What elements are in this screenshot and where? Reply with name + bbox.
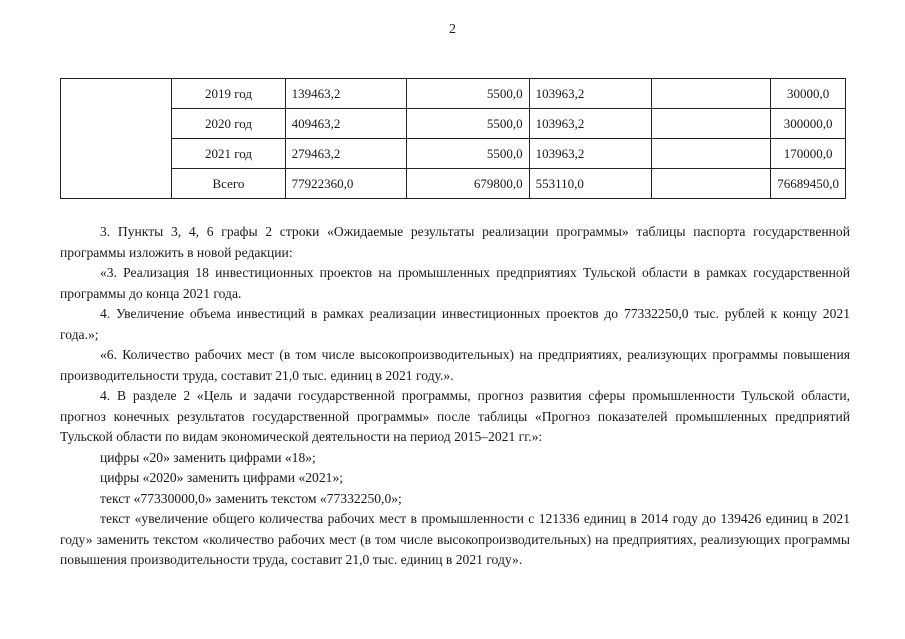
table-cell-year: Всего [172,169,285,199]
table-cell-value: 553110,0 [529,169,652,199]
table-cell-total: 139463,2 [285,79,406,109]
table-cell-value: 76689450,0 [771,169,846,199]
table-cell-year: 2019 год [172,79,285,109]
table-cell-value [652,109,771,139]
table-row [61,79,846,109]
paragraph: текст «увеличение общего количества рабочих мест в промышленности с 121336 единиц в 2014 году до 139426 единиц в 2021 году» заменить текстом «количество рабочих мест (в том числе высокопроизводительных) на предприятиях, реализующих программы повышения производительности труда, составит 21,0 тыс. единиц в 2021 году». [60,511,850,567]
table-cell-value: 5500,0 [406,139,529,169]
table-row [61,139,846,169]
page-number: 2 [449,22,456,37]
table-row [61,109,846,139]
paragraph: 4. Увеличение объема инвестиций в рамках реализации инвестиционных проектов до 77332250,0 тыс. рублей к концу 2021 года.»; [60,306,850,342]
table-cell-year: 2020 год [172,109,285,139]
table-cell-value: 103963,2 [529,79,652,109]
table-cell-value [652,79,771,109]
table-row-total [61,169,846,199]
table-cell-value: 5500,0 [406,109,529,139]
paragraph: цифры «2020» заменить цифрами «2021»; [100,470,344,485]
table-cell-value: 5500,0 [406,79,529,109]
body-text [60,222,850,571]
paragraph: 3. Пункты 3, 4, 6 графы 2 строки «Ожидаемые результаты реализации программы» таблицы паспорта государственной программы изложить в новой редакции: [60,224,850,260]
budget-table [60,78,846,199]
paragraph: «3. Реализация 18 инвестиционных проектов на промышленных предприятиях Тульской области в рамках государственной программы до конца 2021 года. [60,265,850,301]
table-cell-value: 103963,2 [529,139,652,169]
table-cell-value: 679800,0 [406,169,529,199]
paragraph: 4. В разделе 2 «Цель и задачи государственной программы, прогноз развития сферы промышленности Тульской области, прогноз конечных результатов государственной программы» после таблицы «Прогноз показателей промышленных предприятий Тульской области по видам экономической деятельности на период 2015–2021 гг.»: [60,388,850,444]
table-cell-value: 170000,0 [771,139,846,169]
table-cell-total: 279463,2 [285,139,406,169]
table-cell-total: 409463,2 [285,109,406,139]
paragraph: текст «77330000,0» заменить текстом «77332250,0»; [100,490,402,506]
paragraph: «6. Количество рабочих мест (в том числе высокопроизводительных) на предприятиях, реализующих программы повышения производительности труда, составит 21,0 тыс. единиц в 2021 году.». [60,347,850,383]
table-cell-empty [61,79,172,199]
table-cell-value [652,169,771,199]
table-cell-year: 2021 год [172,139,285,169]
paragraph: цифры «20» заменить цифрами «18»; [100,449,316,465]
table-cell-value [652,139,771,169]
table-cell-value: 103963,2 [529,109,652,139]
table-cell-total: 77922360,0 [285,169,406,199]
table-cell-value: 30000,0 [771,79,846,109]
table-cell-value: 300000,0 [771,109,846,139]
